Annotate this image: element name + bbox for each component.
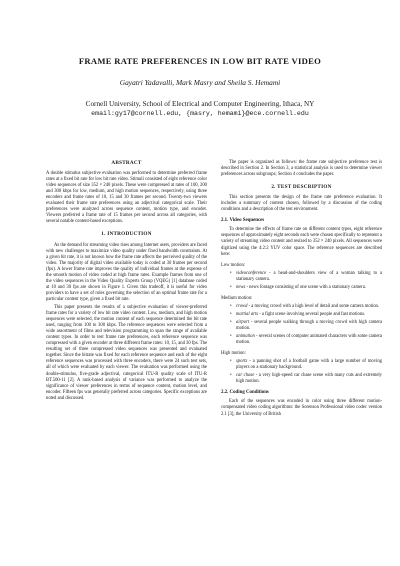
- list-item: • videoconference - a head-and-shoulders view of a woman talking to a stationary camera.: [230, 270, 382, 282]
- list-item: • airport - several people walking through a moving crowd with high camera motion.: [230, 319, 382, 331]
- list-item: • sports - a panning shot of a football game with a large number of moving players on a stationary background.: [230, 359, 382, 371]
- coding-conditions-heading: 2.2. Coding Conditions: [221, 390, 269, 396]
- introduction-paragraph-1: As the demand for streaming video rises among Internet users, providers are faced with new challenges to maximize video quality under fixed bandwidth constraints. At a given bit rate, it is not known how the frame rate affects the perceived quality of the video. The majority of digital video available today is coded at 30 frames per second (fps). A lower frame rate improves the quality of individual frames at the expense of the smooth motion of video coded at high frame rates. Example frames from one of the video sequences in the Video Quality Experts Group (VQEG) [1] database coded at 10 and 30 fps are shown in Figure 1. Given this tradeoff, it is useful for video providers to have a set of rules governing the selection of an optimal frame rate for a particular content type, given a fixed bit rate.: [46, 242, 207, 302]
- coding-conditions-text: Each of the sequences was encoded in color using three different motion-compensated video coding algorithms: the Sorenson Professional video codec version 2.1 [3], the University of British: [221, 399, 382, 417]
- list-item: • animation - several scenes of computer animated characters with some camera motion.: [230, 334, 382, 346]
- group-label-low-motion: Low motion:: [221, 262, 246, 268]
- introduction-paragraph-2: This paper presents the results of a subjective evaluation of viewer-preferred frame rates for a variety of low bit rate video content. Low, medium, and high motion sequences were selected, the motion content of each sequence determined the bit rate used, ranging from 100 to 300 kbps. The reference sequences were selected from a wide assortment of films and television programming to span the range of available content types. In order to test frame rate preferences, each reference sequence was compressed with a given encoder at three different frame rates: 10, 15, and 30 fps. The resulting set of three compressed video sequences was presented and evaluated together. Since the bitrate was fixed for each reference sequence and each of the eight reference sequences was processed with three encoders, there were 24 such test sets, all of which were evaluated by each viewer. The evaluation was performed using the double-stimulus, five-grade adjectival, categorical ITU-R quality scale of ITU-R BT.500-11 [2]. A rank-based analysis of variance was performed to analyze the significance of viewer preferences in terms of sequence content, motion level, and encoder. Fifteen fps was generally preferred across categories. Specific exceptions are noted and discussed.: [46, 304, 207, 401]
- video-sequences-text: To determine the effects of frame rate on different content types, eight reference sequences of approximately eight seconds each were chosen specifically to represent a variety of streaming video content and resized to 352 × 240 pixels. All sequences were digitized using the 4:2:2 YUV color space. The reference sequences are described here:: [221, 227, 382, 257]
- paper-title: FRAME RATE PREFERENCES IN LOW BIT RATE VIDEO: [78, 56, 322, 66]
- video-sequences-heading: 2.1. Video Sequences: [221, 218, 265, 224]
- introduction-heading: 1. INTRODUCTION: [101, 231, 152, 238]
- abstract-text: A double stimulus subjective evaluation was performed to determine preferred frame rates at a fixed bit rate for low bit rate video. Stimuli consisted of eight reference color video sequences of size 352 × 240 pixels. These were compressed at rates of 100, 200 and 300 kbps for low, medium, and high motion sequences, respectively, using three encoders and frame rates of 10, 15 and 30 frames per second. Twenty-two viewers evaluated their frame rate preferences using an adjectival categorical scale. Their preferences were analyzed across sequence content, motion type, and encoder. Viewers preferred a frame rate of 15 frames per second across all categories, with several notable content-based exceptions.: [46, 171, 207, 225]
- author-emails: email:gy17@cornell.edu, {masry, hemami}@ece.cornell.edu: [91, 110, 309, 117]
- bullet-icon: •: [230, 270, 232, 276]
- organization-paragraph: The paper is organized as follows: the frame rate subjective preference test is described in Section 2. In Section 3, a statistical analysis is used to determine viewer preferences across subgroups; Section 4 concludes the paper.: [221, 160, 382, 178]
- author-list: Gayatri Yadavalli, Mark Masry and Sheila S. Hemami: [119, 78, 281, 87]
- medium-motion-list: [221, 304, 382, 346]
- bullet-icon: •: [230, 311, 232, 317]
- group-label-medium-motion: Medium motion:: [221, 295, 253, 301]
- bullet-icon: •: [230, 303, 232, 309]
- bullet-icon: •: [230, 359, 232, 365]
- group-label-high-motion: High motion:: [221, 351, 246, 357]
- list-item: • martial arts - a fight scene involving several people and fast motions.: [230, 311, 366, 317]
- list-item: • car chase - a very high-speed car chase scene with many cuts and extremely high motion.: [230, 373, 382, 385]
- bullet-icon: •: [230, 284, 232, 290]
- bullet-icon: •: [230, 373, 232, 379]
- abstract-heading: ABSTRACT: [111, 160, 142, 166]
- low-motion-list: [221, 271, 382, 291]
- list-item: • crowd - a moving crowd with a high level of detail and some camera motion.: [230, 303, 380, 309]
- test-description-heading: 2. TEST DESCRIPTION: [271, 184, 332, 191]
- list-item: • news - news footage consisting of one scene with a stationary camera.: [230, 284, 366, 290]
- high-motion-list: [221, 359, 382, 385]
- affiliation: Cornell University, School of Electrical and Computer Engineering, Ithaca, NY: [85, 100, 315, 108]
- right-column: [221, 160, 382, 420]
- bullet-icon: •: [230, 319, 232, 325]
- affiliation-block: [0, 100, 400, 118]
- test-description-text: This section presents the design of the frame rate preference evaluation. It includes a summary of content chosen, followed by a discussion of the coding conditions and a description of the test environment.: [221, 195, 382, 213]
- left-column: [46, 160, 207, 404]
- bullet-icon: •: [230, 334, 232, 340]
